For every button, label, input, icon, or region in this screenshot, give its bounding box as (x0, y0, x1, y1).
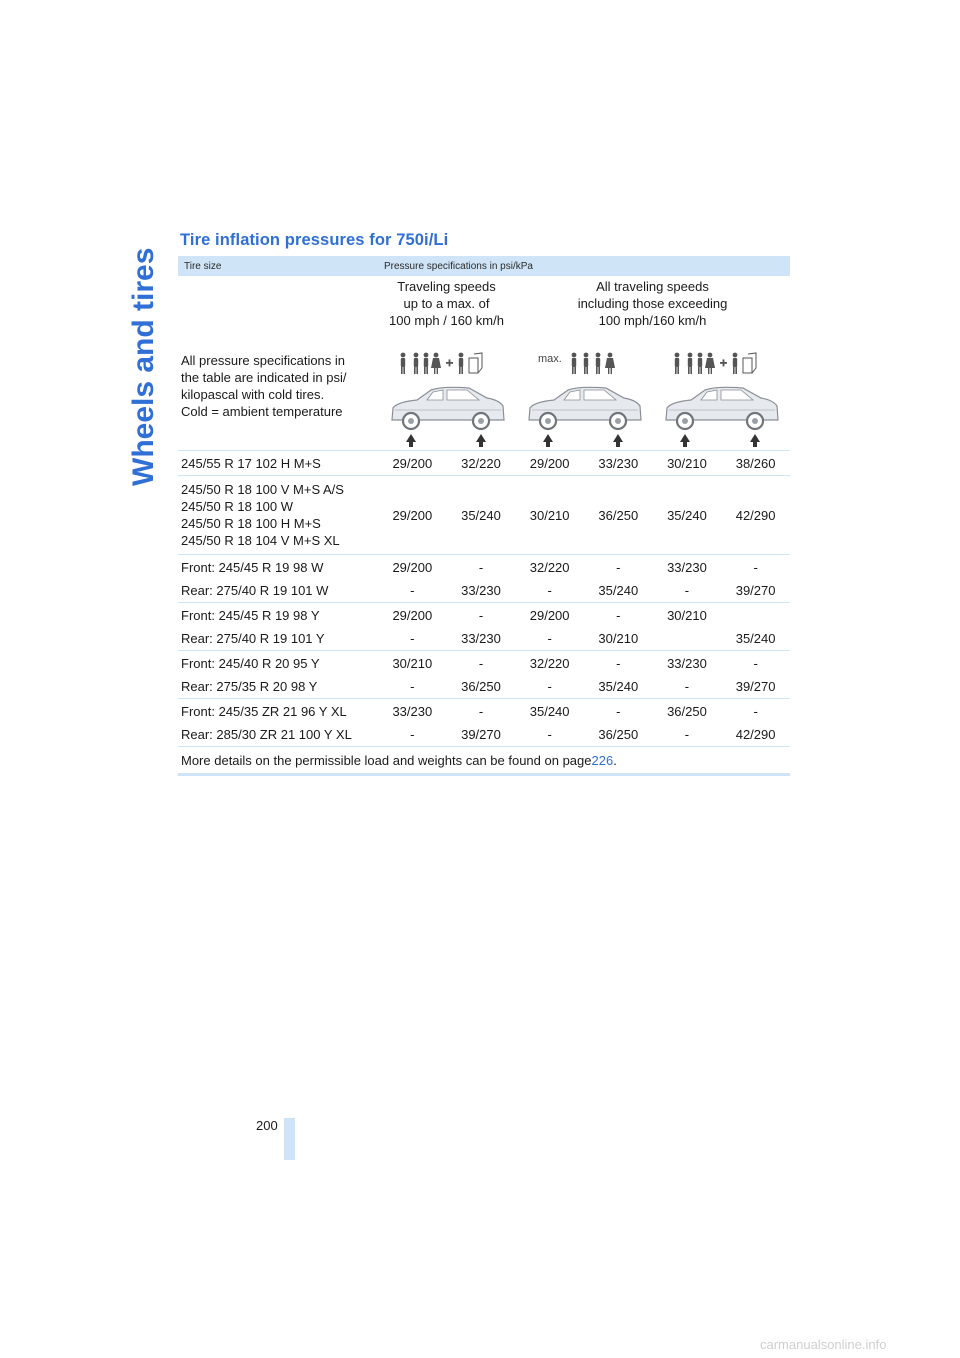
footer-text: More details on the permissible load and weights can be found on page (181, 752, 592, 768)
speed-header-row (178, 276, 790, 352)
pressure-cell: 29/200 (392, 559, 433, 575)
pressure-cell: 38/260 (735, 455, 776, 471)
pressure-cell: 35/240 (461, 507, 501, 523)
page-marker-bar (284, 1118, 295, 1160)
pressure-cell: - (410, 679, 415, 694)
pressure-cell: - (616, 703, 621, 719)
pressure-cell: - (616, 559, 621, 575)
pressure-cell: 35/240 (598, 679, 639, 694)
pressure-cell: - (547, 679, 552, 694)
pressure-cell: 33/230 (667, 655, 707, 671)
pressure-cell: 29/200 (392, 607, 433, 623)
pressure-cell: 33/230 (461, 631, 501, 646)
header-pressure: Pressure specifications in psi/kPa (384, 260, 533, 272)
pressure-cell: 29/200 (529, 455, 570, 471)
pressure-cell: 39/270 (735, 679, 776, 694)
inflation-table (178, 256, 790, 776)
pressure-cell: 36/250 (667, 703, 707, 719)
tire-size-cell: Front: 245/40 R 20 95 Y (181, 655, 320, 671)
pressure-cell: 29/200 (392, 455, 433, 471)
tire-size-cell: Rear: 285/30 ZR 21 100 Y XL (181, 727, 352, 742)
pressure-cell: 30/210 (529, 507, 570, 523)
pressure-cell: - (753, 703, 758, 719)
pressure-cell: 33/230 (461, 583, 501, 598)
pressure-cell: - (478, 559, 484, 575)
pressure-cell: - (547, 727, 552, 742)
pressure-cell: 35/240 (667, 507, 707, 523)
pressure-cell: 42/290 (735, 727, 776, 742)
pressure-cell: 33/230 (598, 455, 639, 471)
header-tire-size: Tire size (184, 260, 222, 272)
side-chapter-title (120, 228, 160, 488)
tire-size-cell: 245/50 R 18 100 V M+S A/S 245/50 R 18 100 W 245/50 R 18 100 H M+S 245/50 R 18 104 V M+S XL (181, 482, 344, 548)
pressure-cell: 36/250 (598, 507, 639, 523)
pressure-cell: 39/270 (735, 583, 776, 598)
pressure-cell: 29/200 (392, 507, 433, 523)
car-max-persons-icon (515, 352, 652, 448)
footer-period: . (613, 752, 617, 768)
table-row (178, 627, 790, 651)
pressure-cell: - (410, 727, 415, 742)
table-footer (178, 747, 790, 776)
pressure-cell: - (753, 559, 758, 575)
max-label: max. (537, 353, 562, 365)
tire-size-cell: Front: 245/35 ZR 21 96 Y XL (181, 703, 347, 719)
tire-size-cell: Rear: 275/35 R 20 98 Y (181, 679, 318, 694)
pressure-cell: - (616, 607, 621, 623)
pressure-cell: 39/270 (461, 727, 501, 742)
pressure-cell: 35/240 (529, 703, 570, 719)
side-chapter-title-text: Wheels and tires (127, 247, 160, 486)
table-row (178, 675, 790, 699)
pressure-cell: 30/210 (667, 455, 707, 471)
car-full-load-high-speed-icon (652, 352, 789, 448)
section-title: Tire inflation pressures for 750i/Li (180, 231, 449, 249)
pressure-cell: 33/230 (392, 703, 433, 719)
pressure-cell: 32/220 (529, 559, 570, 575)
tire-size-cell: Front: 245/45 R 19 98 W (181, 559, 324, 575)
pressure-cell: - (478, 703, 484, 719)
pressure-cell: - (616, 655, 621, 671)
load-icons-row (178, 352, 790, 451)
pressure-cell: 29/200 (529, 607, 570, 623)
pressure-cell: 30/210 (598, 631, 639, 646)
table-row (178, 476, 790, 555)
pressure-cell: 30/210 (392, 655, 433, 671)
table-row (178, 723, 790, 747)
pressure-cell: 36/250 (598, 727, 639, 742)
speed-low-label: Traveling speeds up to a max. of 100 mph / 160 km/h (389, 279, 504, 328)
table-row (178, 579, 790, 603)
pressure-cell: 30/210 (667, 607, 707, 623)
pressure-cell: - (684, 727, 690, 742)
pressure-cell: 36/250 (461, 679, 501, 694)
tire-size-cell: Rear: 275/40 R 19 101 W (181, 583, 329, 598)
pressure-cell: - (478, 655, 484, 671)
pressure-cell: 33/230 (667, 559, 707, 575)
pressure-cell: 32/220 (529, 655, 570, 671)
table-row (178, 555, 790, 579)
tire-size-cell: Rear: 275/40 R 19 101 Y (181, 631, 325, 646)
pressure-cell: - (478, 607, 484, 623)
pressure-note: All pressure specifications in the table are indicated in psi/ kilopascal with cold tires. Cold = ambient temperature (181, 353, 347, 419)
pressure-cell: - (684, 679, 690, 694)
pressure-cell: - (410, 583, 415, 598)
pressure-cell: - (410, 631, 415, 646)
pressure-cell: 42/290 (735, 507, 776, 523)
pressure-cell: - (753, 655, 758, 671)
table-row (178, 651, 790, 675)
page-number: 200 (256, 1118, 278, 1133)
speed-high-label: All traveling speeds including those exceeding 100 mph/160 km/h (577, 279, 728, 328)
table-row (178, 451, 790, 476)
car-full-load-icon (378, 352, 515, 448)
table-row (178, 603, 790, 627)
pressure-cell: - (547, 631, 552, 646)
pressure-cell: 35/240 (735, 631, 776, 646)
pressure-cell: 35/240 (598, 583, 639, 598)
table-header (178, 256, 790, 276)
tire-size-cell: Front: 245/45 R 19 98 Y (181, 607, 320, 623)
watermark: carmanualsonline.info (760, 1337, 887, 1352)
page-reference-link[interactable]: 226 (591, 752, 614, 768)
pressure-cell: 32/220 (461, 455, 501, 471)
pressure-cell: - (547, 583, 552, 598)
tire-size-cell: 245/55 R 17 102 H M+S (181, 455, 321, 471)
table-row (178, 699, 790, 723)
pressure-cell: - (684, 583, 690, 598)
